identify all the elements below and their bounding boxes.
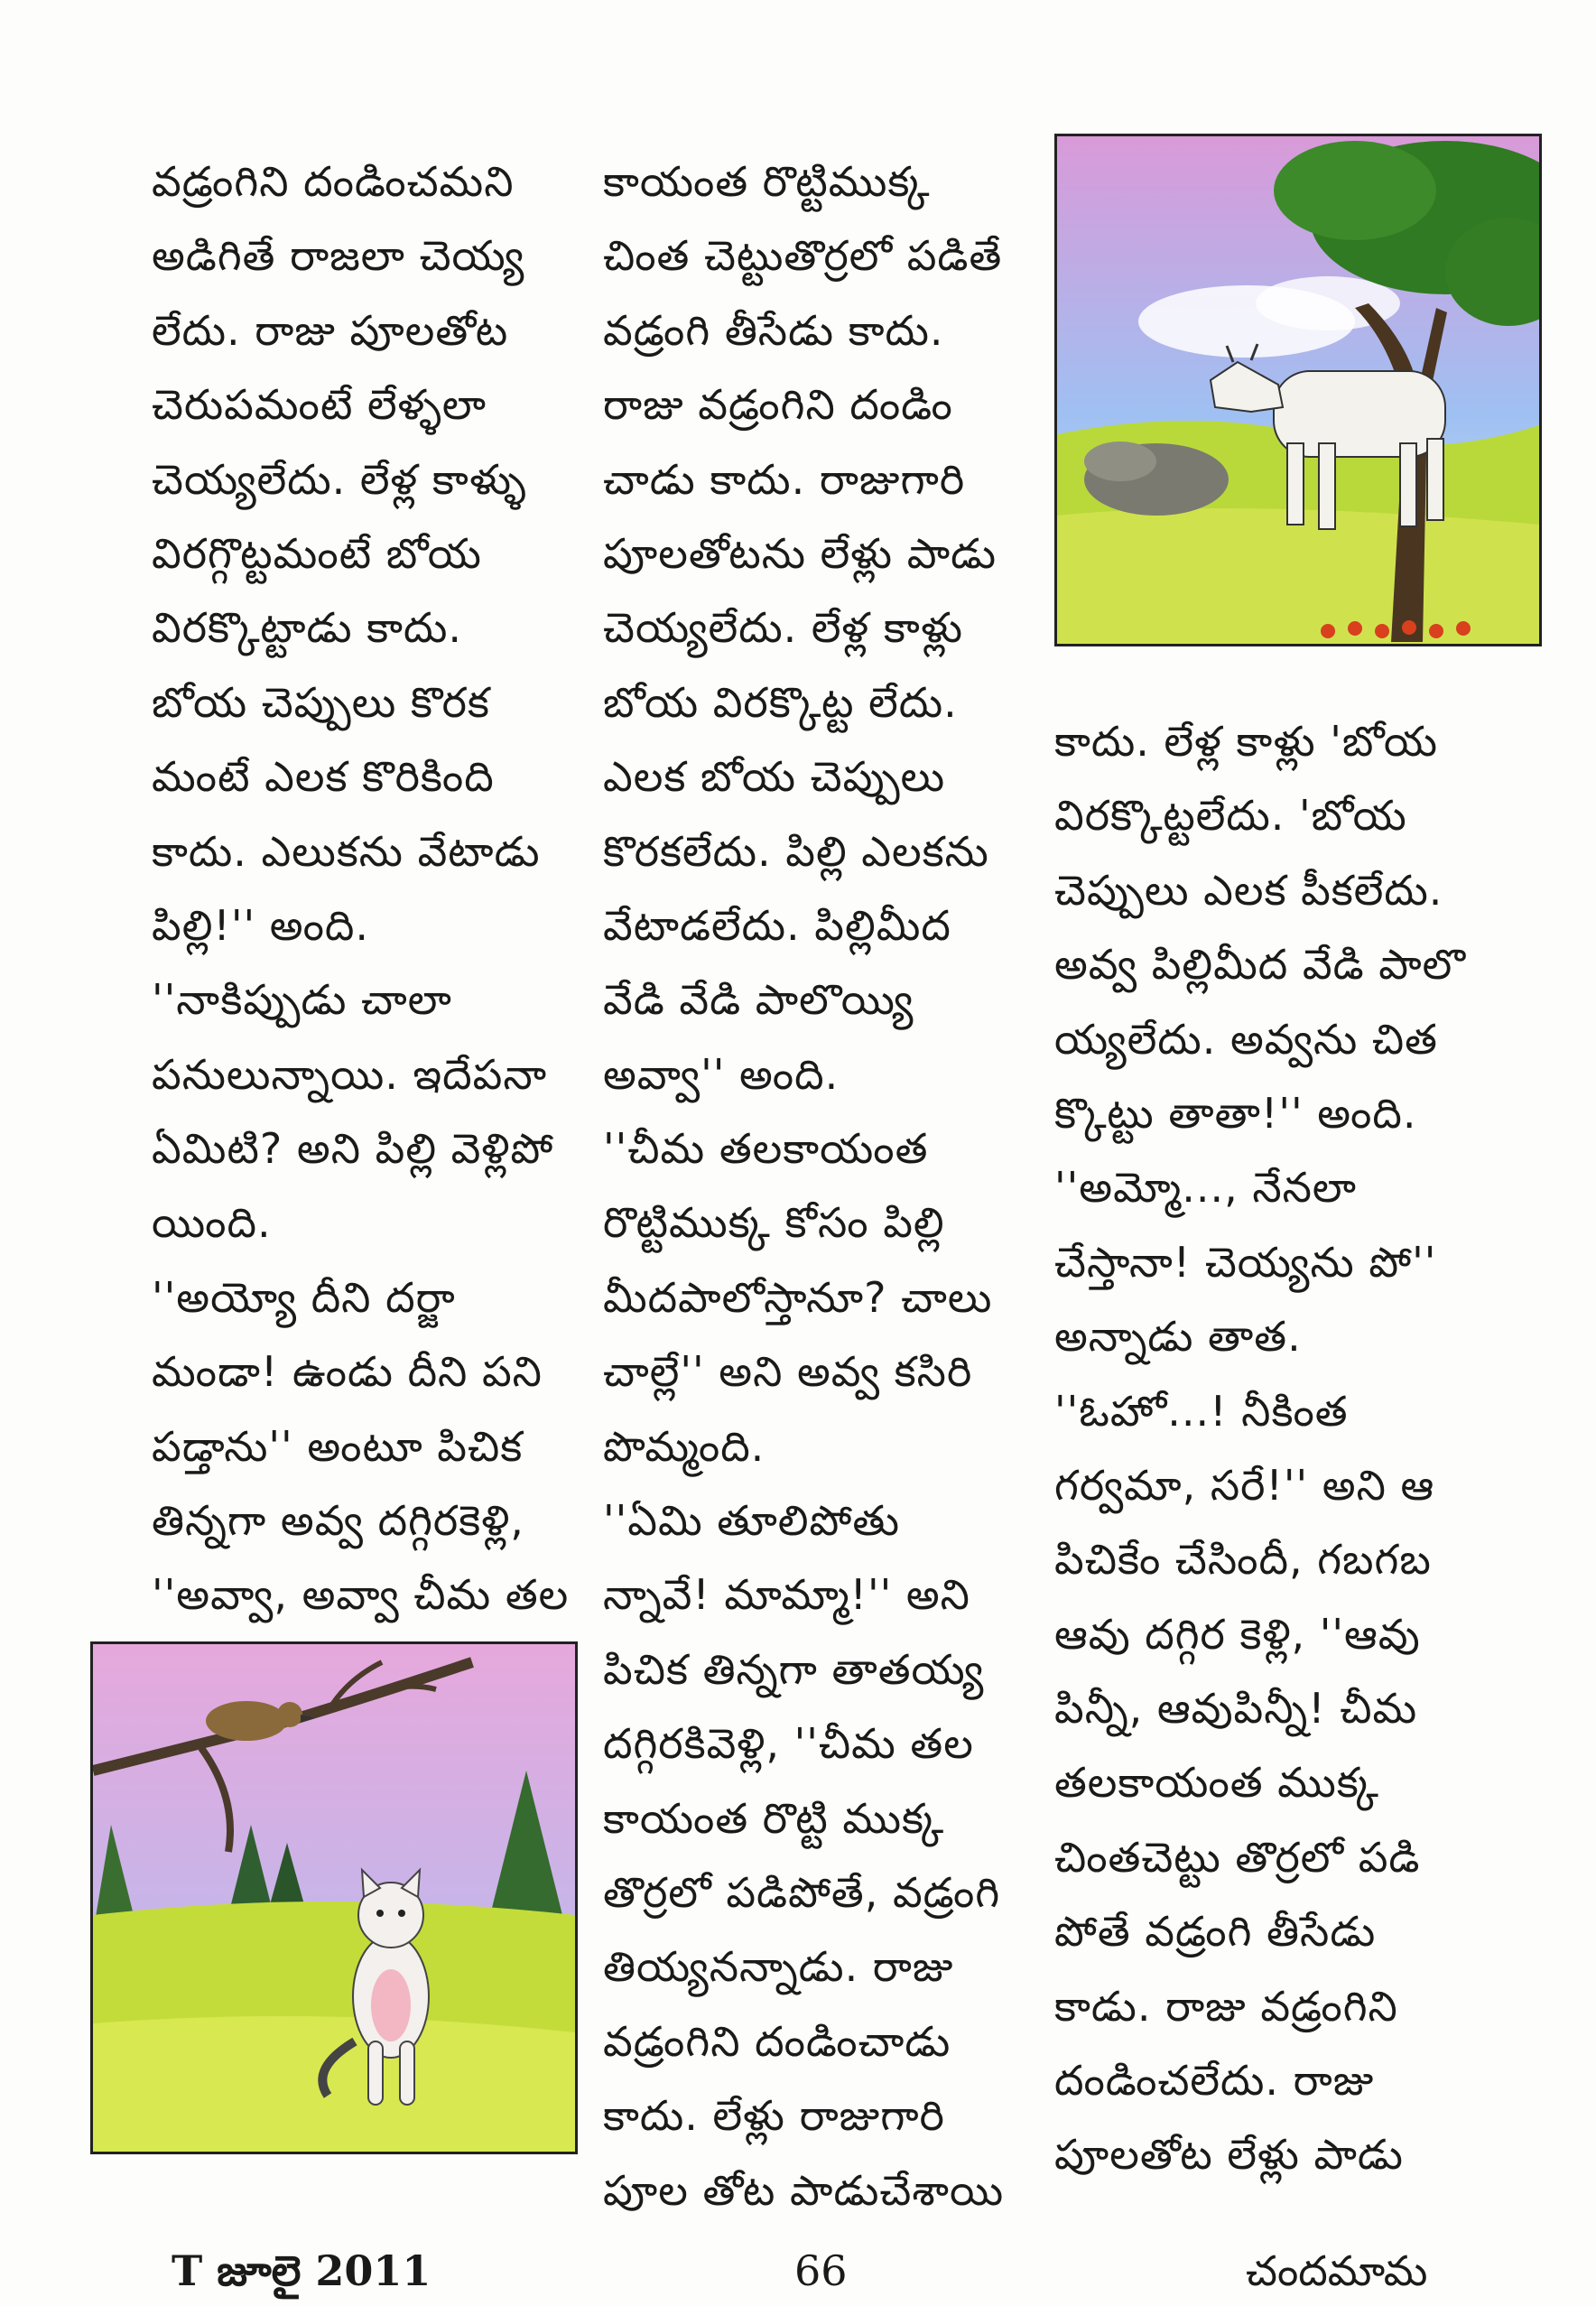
text-line: బోయ విరక్కొట్ట లేదు.	[603, 677, 958, 727]
cow-illustration	[1054, 134, 1542, 646]
text-line: పొమ్మంది.	[603, 1421, 766, 1471]
text-line: చేస్తానా! చెయ్యను పో''	[1054, 1237, 1437, 1287]
text-line: యింది.	[152, 1198, 272, 1248]
page-number: 66	[794, 2246, 848, 2295]
text-line: బోయ చెప్పులు కొరక	[152, 677, 490, 727]
text-line: తియ్యనన్నాడు. రాజు	[603, 1942, 954, 1992]
text-line: పిల్లి!'' అంది.	[152, 900, 369, 950]
text-line: అవ్వా'' అంది.	[603, 1049, 840, 1099]
text-line: పూలతోట లేళ్లు పాడు	[1054, 2130, 1404, 2180]
text-line: వడ్రంగిని దండించాడు	[603, 2016, 951, 2066]
text-column-2	[603, 144, 1027, 2227]
text-line: ''ఓహో...! నీకింత	[1054, 1386, 1349, 1436]
text-line: పిచిక తిన్నగా తాతయ్య	[603, 1644, 985, 1694]
text-line: చెరుపమంటే లేళ్ళలా	[152, 380, 487, 430]
text-line: కాదు. ఎలుకను వేటాడు	[152, 826, 541, 876]
text-line: చాడు కాదు. రాజుగారి	[603, 454, 966, 504]
text-line: అవ్వ పిల్లిమీద వేడి పాలొ	[1054, 940, 1467, 990]
text-column-1	[152, 144, 576, 1632]
text-line: వేడి వేడి పాలొయ్యి	[603, 975, 914, 1025]
text-line: లేదు. రాజు పూలతోట	[152, 305, 509, 355]
text-line: రాజు వడ్రంగిని దండిం	[603, 380, 953, 430]
text-line: విరగ్గొట్టమంటే బోయ	[152, 528, 482, 578]
text-line: రొట్టిముక్క కోసం పిల్లి	[603, 1198, 945, 1248]
magazine-name: చందమామ	[1246, 2246, 1428, 2295]
text-line: తిన్నగా అవ్వ దగ్గిరకెళ్లి,	[152, 1496, 524, 1546]
text-line: కాయంత రొట్టిముక్క	[603, 157, 931, 206]
text-line: ''చీమ తలకాయంత	[603, 1124, 929, 1174]
text-line: న్నావే! మామ్మా!'' అని	[603, 1570, 970, 1620]
text-line: తొర్రలో పడిపోతే, వడ్రంగి	[603, 1867, 1001, 1917]
text-line: కొరకలేదు. పిల్లి ఎలకను	[603, 826, 989, 876]
text-line: ఏమిటి? అని పిల్లి వెళ్లిపో	[152, 1124, 554, 1174]
text-line: దగ్గిరకివెళ్లి, ''చీమ తల	[603, 1719, 974, 1769]
text-line: పిన్నీ, ఆవుపిన్నీ! చీమ	[1054, 1684, 1418, 1734]
text-line: పూల తోట పాడుచేశాయి	[603, 2165, 1005, 2215]
text-line: చెప్పులు ఎలక పీకలేదు.	[1054, 865, 1443, 915]
text-line: చెయ్యలేదు. లేళ్ల కాళ్ళు	[152, 454, 527, 504]
cat-bird-illustration	[90, 1641, 578, 2154]
text-line: అన్నాడు తాత.	[1054, 1312, 1302, 1362]
text-line: వేటాడలేదు. పిల్లిమీద	[603, 900, 951, 950]
text-line: య్యలేదు. అవ్వను చిత	[1054, 1014, 1438, 1064]
text-line: ''ఏమి తూలిపోతు	[603, 1496, 901, 1546]
text-line: కాదు. లేళ్ల కాళ్లు 'బోయ	[1054, 717, 1438, 766]
text-line: మీదపాలోస్తానూ? చాలు	[603, 1272, 993, 1322]
text-line: పనులున్నాయి. ఇదేపనా	[152, 1049, 548, 1099]
issue-date: T జూలై 2011	[172, 2246, 431, 2295]
text-line: వడ్రంగి తీసేడు కాదు.	[603, 305, 944, 355]
text-line: కాడు. రాజు వడ్రంగిని	[1054, 1981, 1398, 2031]
text-line: క్కొట్టు తాతా!'' అంది.	[1054, 1088, 1417, 1138]
text-line: అడిగితే రాజలా చెయ్య	[152, 231, 525, 281]
text-line: పూలతోటను లేళ్లు పాడు	[603, 528, 998, 578]
text-line: ''అయ్యో దీని దర్జా	[152, 1272, 456, 1322]
text-line: పోతే వడ్రంగి తీసేడు	[1054, 1907, 1377, 1957]
text-line: దండించలేదు. రాజు	[1054, 2056, 1375, 2106]
text-line: ''అవ్వా, అవ్వా చీమ తల	[152, 1570, 570, 1620]
text-column-3	[1054, 704, 1479, 2192]
text-line: విరక్కొట్టాడు కాదు.	[152, 603, 463, 653]
text-line: పడ్తాను'' అంటూ పిచిక	[152, 1421, 524, 1471]
text-line: చాల్లే'' అని అవ్వ కసిరి	[603, 1347, 973, 1397]
text-line: గర్వమా, సరే!'' అని ఆ	[1054, 1460, 1435, 1510]
text-line: వడ్రంగిని దండించమని	[152, 157, 515, 206]
text-line: ''అమ్మో..., నేనలా	[1054, 1163, 1358, 1213]
text-line: విరక్కొట్టలేదు. 'బోయ	[1054, 791, 1407, 841]
text-line: చింత చెట్టుతొర్రలో పడితే	[603, 231, 1003, 281]
text-line: మండా! ఉండు దీని పని	[152, 1347, 543, 1397]
text-line: కాయంత రొట్టి ముక్క	[603, 1793, 945, 1843]
text-line: ''నాకిప్పుడు చాలా	[152, 975, 452, 1025]
text-line: చింతచెట్టు తొర్రలో పడి	[1054, 1832, 1421, 1882]
text-line: మంటే ఎలక కొరికింది	[152, 752, 495, 802]
text-line: ఆవు దగ్గిర కెళ్లి, ''ఆవు	[1054, 1609, 1421, 1659]
text-line: పిచికేం చేసిందీ, గబగబ	[1054, 1535, 1432, 1585]
text-line: తలకాయంత ముక్క	[1054, 1758, 1379, 1808]
text-line: ఎలక బోయ చెప్పులు	[603, 752, 946, 802]
text-line: కాదు. లేళ్లు రాజుగారి	[603, 2091, 945, 2141]
text-line: చెయ్యలేదు. లేళ్ల కాళ్లు	[603, 603, 964, 653]
